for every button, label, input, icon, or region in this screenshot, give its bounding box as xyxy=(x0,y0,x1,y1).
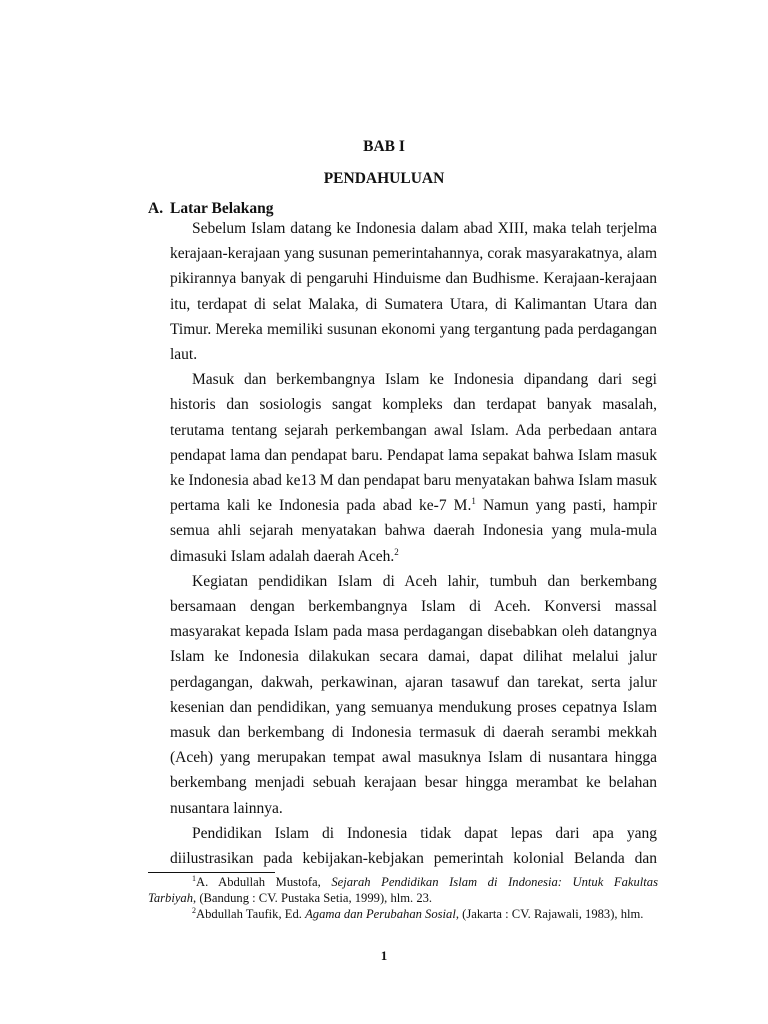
text-line: Timur. Mereka memiliki susunan ekonomi yang tergantung pada perdagangan xyxy=(170,320,657,338)
text-line: Masuk dan berkembangnya Islam ke Indonesia dipandang dari segi xyxy=(192,371,657,389)
section-letter: A. xyxy=(148,200,164,217)
footnote-1-continued xyxy=(148,890,658,906)
footnote-rest: , (Jakarta : CV. Rajawali, 1983), hlm. xyxy=(455,907,644,921)
text-segment: dimasuki Islam adalah daerah Aceh. xyxy=(170,547,395,565)
footnote-mark: 2 xyxy=(192,906,196,915)
footnote-ref: 1 xyxy=(471,496,476,507)
text-segment: Namun yang pasti, hampir xyxy=(482,497,657,515)
text-line: masuk dan berkembang di Indonesia termasuk di daerah serambi mekkah xyxy=(170,724,657,742)
page-number: 1 xyxy=(380,948,388,963)
footnote-author: A. Abdullah Mustofa, xyxy=(196,875,321,889)
text-line: Pendidikan Islam di Indonesia tidak dapat lepas dari apa yang xyxy=(192,824,657,842)
text-line: kerajaan-kerajaan yang susunan pemerintahannya, corak masyarakatnya, alam xyxy=(170,245,657,263)
text-line: pendapat lama dan pendapat baru. Pendapat lama sepakat bahwa Islam masuk xyxy=(170,446,657,464)
footnote-1 xyxy=(148,874,658,890)
footnote-rest: , (Bandung : CV. Pustaka Setia, 1999), hlm. 23. xyxy=(193,891,433,905)
footnote-mark: 1 xyxy=(192,874,196,883)
body-text xyxy=(170,216,657,871)
text-line: bersamaan dengan berkembangnya Islam di Aceh. Konversi massal xyxy=(170,598,657,616)
text-line: Sebelum Islam datang ke Indonesia dalam abad XIII, maka telah terjelma xyxy=(192,220,657,237)
text-line: itu, terdapat di selat Malaka, di Sumatera Utara, di Kalimantan Utara dan xyxy=(170,295,657,313)
text-segment: pertama kali ke Indonesia pada abad ke-7 M. xyxy=(170,497,472,515)
text-line: laut. xyxy=(170,346,198,364)
text-line: semua ahli sejarah menyatakan bahwa daerah Indonesia yang mula-mula xyxy=(170,522,657,540)
text-line: perdagangan, dakwah, perkawinan, ajaran tasawuf dan tarekat, serta jalur xyxy=(170,673,657,691)
text-line: kesenian dan pendidikan, yang semuanya mendukung proses cepatnya Islam xyxy=(170,698,657,716)
text-line: nusantara lainnya. xyxy=(170,799,283,817)
text-line: (Aceh) yang merupakan tempat awal masuknya Islam di nusantara hingga xyxy=(170,749,657,767)
section-title: Latar Belakang xyxy=(170,200,274,217)
text-line: diilustrasikan pada kebijakan-kebjakan pemerintah kolonial Belanda dan xyxy=(170,850,657,868)
text-line: Islam ke Indonesia dilakukan secara damai, dapat dilihat melalui jalur xyxy=(170,648,657,666)
text-line: historis dan sosiologis sangat kompleks dan terdapat banyak masalah, xyxy=(170,396,657,414)
chapter-number: BAB I xyxy=(363,138,405,155)
text-line: masyarakat kepada Islam pada masa perdagangan disebabkan oleh datangnya xyxy=(170,623,657,641)
footnote-separator xyxy=(148,872,275,873)
footnote-author: Abdullah Taufik, Ed. xyxy=(196,907,302,921)
footnote-2 xyxy=(148,906,658,922)
chapter-title: PENDAHULUAN xyxy=(323,170,445,187)
text-line xyxy=(170,544,657,569)
text-line: ke Indonesia abad ke13 M dan pendapat baru menyatakan bahwa Islam masuk xyxy=(170,472,657,490)
text-line xyxy=(170,493,657,518)
footnote-title: Agama dan Perubahan Sosial xyxy=(305,907,456,921)
text-line: Kegiatan pendidikan Islam di Aceh lahir, tumbuh dan berkembang xyxy=(192,572,657,590)
footnote-title: Tarbiyah xyxy=(148,891,194,905)
text-line: terutama tentang sejarah perkembangan awal Islam. Ada perbedaan antara xyxy=(170,421,657,439)
text-line: berkembang menjadi sebuah kerajaan besar hingga merambat ke belahan xyxy=(170,774,657,792)
footnotes xyxy=(148,874,658,922)
text-line: pikirannya banyak di pengaruhi Hinduisme dan Budhisme. Kerajaan-kerajaan xyxy=(170,270,657,288)
footnote-title: Sejarah Pendidikan Islam di Indonesia: Untuk Fakultas xyxy=(331,875,658,889)
footnote-ref: 2 xyxy=(394,546,399,557)
